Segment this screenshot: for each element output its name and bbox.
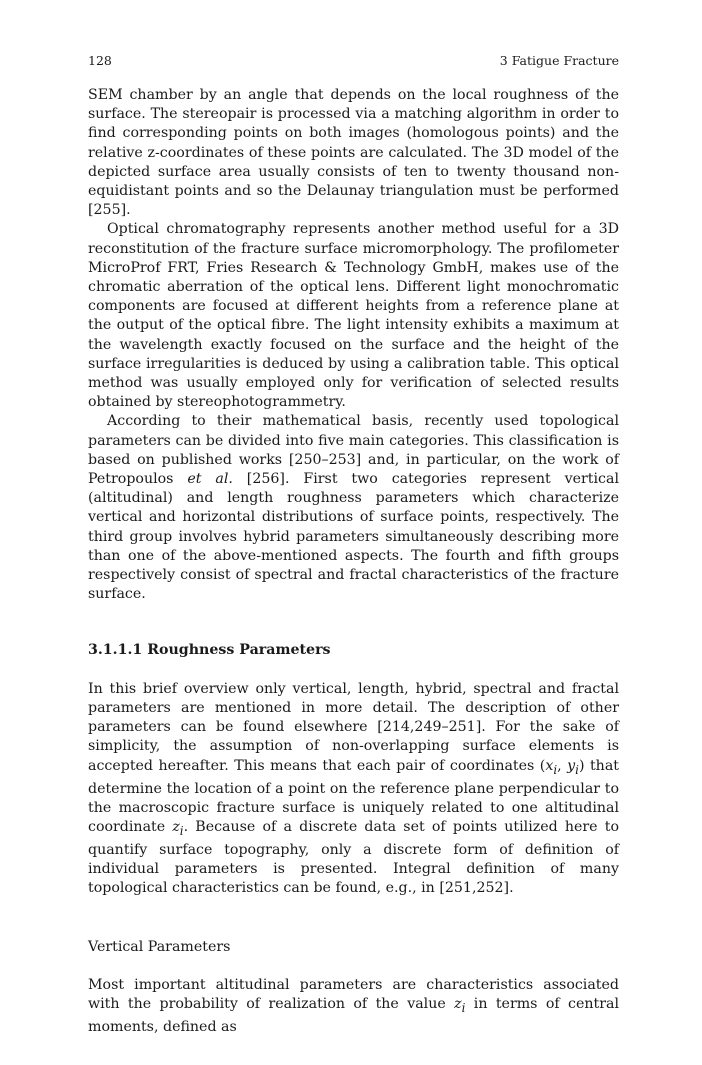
running-header <box>88 52 619 70</box>
math-subscript-i: i <box>553 762 558 777</box>
math-x: x <box>545 757 554 774</box>
document-page <box>88 52 619 1037</box>
math-y: y <box>567 757 576 774</box>
text-run: in terms of central moments, defined as <box>88 995 619 1036</box>
math-subscript-i: i <box>179 823 184 838</box>
math-subscript-i: i <box>575 762 579 777</box>
math-z: z <box>454 995 462 1012</box>
paragraph-optical-chromatography: Optical chromatography represents another method useful for a 3D reconstitution of the fracture surface micromorphology. The profilometer MicroProf FRT, Fries Research & Technology GmbH, makes use of the chromatic aberration of the optical lens. Different light monochromatic components are focused at different heights from a reference plane at the output of the optical fibre. The light intensity exhibits a maximum at the wavelength exactly focused on the surface and the height of the surface irregularities is deduced by using a calibration table. This optical method was usually employed only for verification of selected results obtained by stereophotogrammetry. <box>88 221 619 411</box>
italic-et-al: et al. <box>187 471 233 488</box>
text-run: , <box>557 757 568 774</box>
paragraph-topological-categories <box>88 412 619 604</box>
text-run: ) that determine the location of a point on the reference plane perpendicular to the macroscopic fracture surface is uniquely related to one altitudinal coordinate <box>88 757 619 835</box>
paragraph-vertical-parameters <box>88 976 619 1037</box>
math-z: z <box>172 818 180 835</box>
section-heading: 3.1.1.1 Roughness Parameters <box>88 642 331 659</box>
paragraph-sem-stereopair: SEM chamber by an angle that depends on the local roughness of the surface. The stereopair is processed via a matching algorithm in order to find corresponding points on both images (homologous points) and the relative z-coordinates of these points are calculated. The 3D model of the depicted surface area usually consists of ten to twenty thousand non-equidistant points and so the Delaunay triangulation must be performed [255]. <box>88 87 619 219</box>
text-run: Most important altitudinal parameters are characteristics associated with the probability of realization of the value <box>88 976 619 1012</box>
chapter-title: 3 Fatigue Fracture <box>499 53 619 68</box>
text-run: [256]. First two categories represent vertical (altitudinal) and length roughness parameters which characterize vertical and horizontal distributions of surface points, respectively. The third group involves hybrid parameters simultaneously describing more than one of the above-mentioned aspects. The fourth and fifth groups respectively consist of spectral and fractal characteristics of the fracture surface. <box>88 471 619 603</box>
text-run: According to their mathematical basis, recently used topological parameters can be divided into five main categories. This classification is based on published works [250–253] and, in particular, on the work of Petropoulos <box>88 413 619 488</box>
main-text <box>88 86 619 1037</box>
page-number: 128 <box>88 53 112 68</box>
text-run: In this brief overview only vertical, length, hybrid, spectral and fractal parameters are mentioned in more detail. The description of other parameters can be found elsewhere [214,249–251]. For the sake of simplicity, the assumption of non-overlapping surface elements is accepted hereafter. This means that each pair of coordinates ( <box>88 680 619 774</box>
math-subscript-i: i <box>461 1000 466 1015</box>
subsection-heading: Vertical Parameters <box>88 938 231 955</box>
text-run: . Because of a discrete data set of points utilized here to quantify surface topography, only a discrete form of definition of individual parameters is presented. Integral definition of many topological characteristics can be found, e.g., in [251,252]. <box>88 818 619 897</box>
paragraph-roughness-overview <box>88 680 619 899</box>
